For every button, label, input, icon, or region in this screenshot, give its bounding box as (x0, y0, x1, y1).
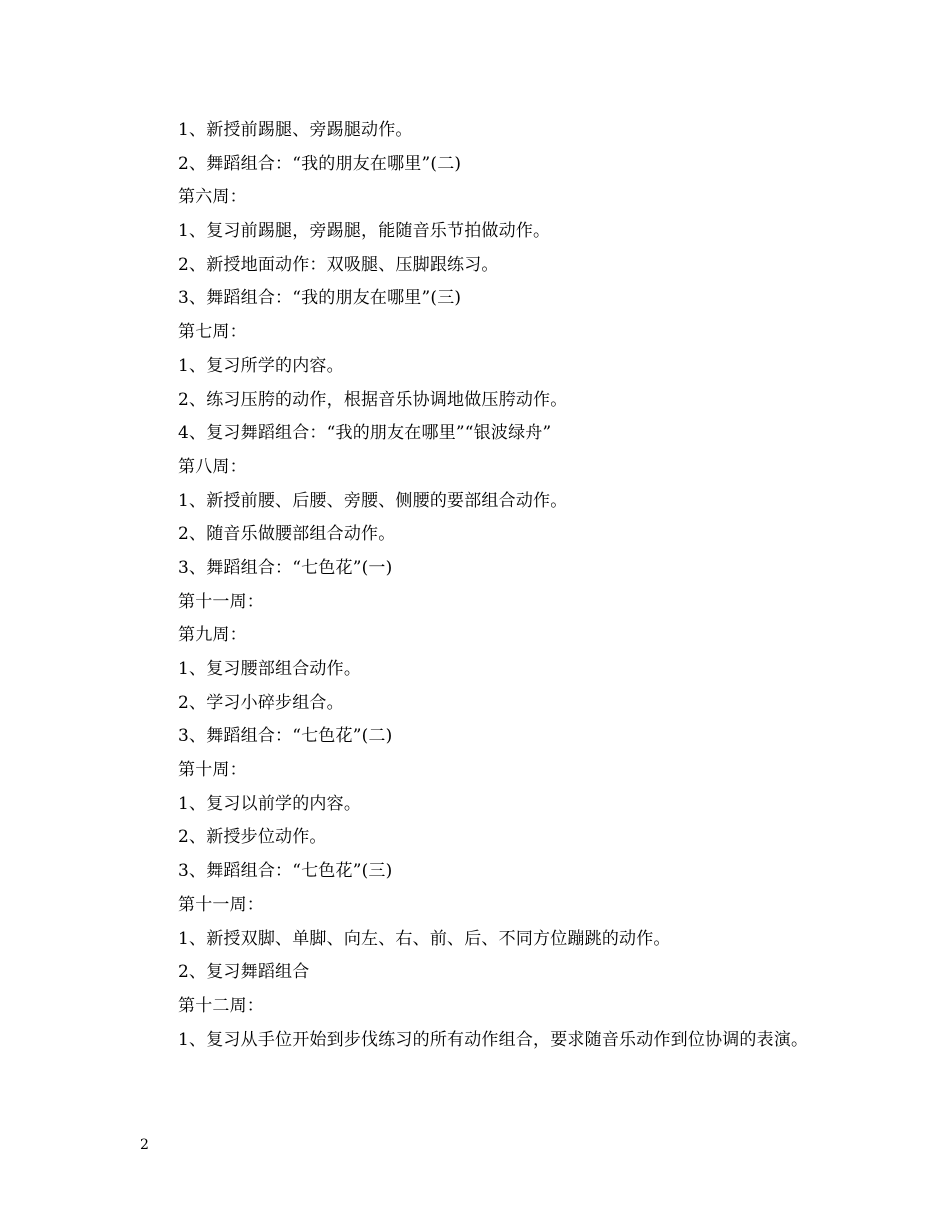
text-line: 3、舞蹈组合：“我的朋友在哪里”(三) (178, 288, 462, 309)
text-line: 1、复习所学的内容。 (178, 355, 344, 376)
text-line: 2、练习压胯的动作，根据音乐协调地做压胯动作。 (178, 389, 568, 410)
week-heading: 第六周： (178, 187, 247, 208)
text-line: 4、复习舞蹈组合：“我的朋友在哪里”“银波绿舟” (178, 423, 552, 444)
week-heading: 第十二周： (178, 995, 264, 1016)
text-line: 1、复习以前学的内容。 (178, 793, 362, 814)
text-line: 1、复习前踢腿，旁踢腿，能随音乐节拍做动作。 (178, 221, 551, 242)
text-line: 3、舞蹈组合：“七色花”(三) (178, 861, 393, 882)
text-line: 2、复习舞蹈组合 (178, 962, 310, 983)
week-heading: 第十一周： (178, 591, 264, 612)
text-line: 2、学习小碎步组合。 (178, 692, 344, 713)
final-paragraph: 1、复习从手位开始到步伐练习的所有动作组合，要求随音乐动作到位协调的表演。 (178, 1029, 809, 1050)
week-heading: 第九周： (178, 625, 247, 646)
week-heading: 第十一周： (178, 894, 264, 915)
week-heading: 第八周： (178, 456, 247, 477)
text-line: 1、新授前腰、后腰、旁腰、侧腰的要部组合动作。 (178, 490, 568, 511)
text-line: 1、新授前踢腿、旁踢腿动作。 (178, 120, 413, 140)
text-line: 2、新授步位动作。 (178, 827, 327, 848)
week-heading: 第十周： (178, 760, 247, 781)
text-line: 2、新授地面动作：双吸腿、压脚跟练习。 (178, 254, 499, 275)
document-body (140, 114, 820, 1057)
text-line: 1、复习腰部组合动作。 (178, 659, 362, 679)
text-line: 3、舞蹈组合：“七色花”(二) (178, 726, 393, 747)
text-line: 1、新授双脚、单脚、向左、右、前、后、不同方位蹦跳的动作。 (178, 928, 671, 949)
text-line: 2、舞蹈组合：“我的朋友在哪里”(二) (178, 153, 462, 174)
text-line: 2、随音乐做腰部组合动作。 (178, 524, 396, 545)
page-number: 2 (140, 1137, 149, 1153)
text-line: 3、舞蹈组合：“七色花”(一) (178, 557, 393, 578)
week-heading: 第七周： (178, 322, 247, 343)
